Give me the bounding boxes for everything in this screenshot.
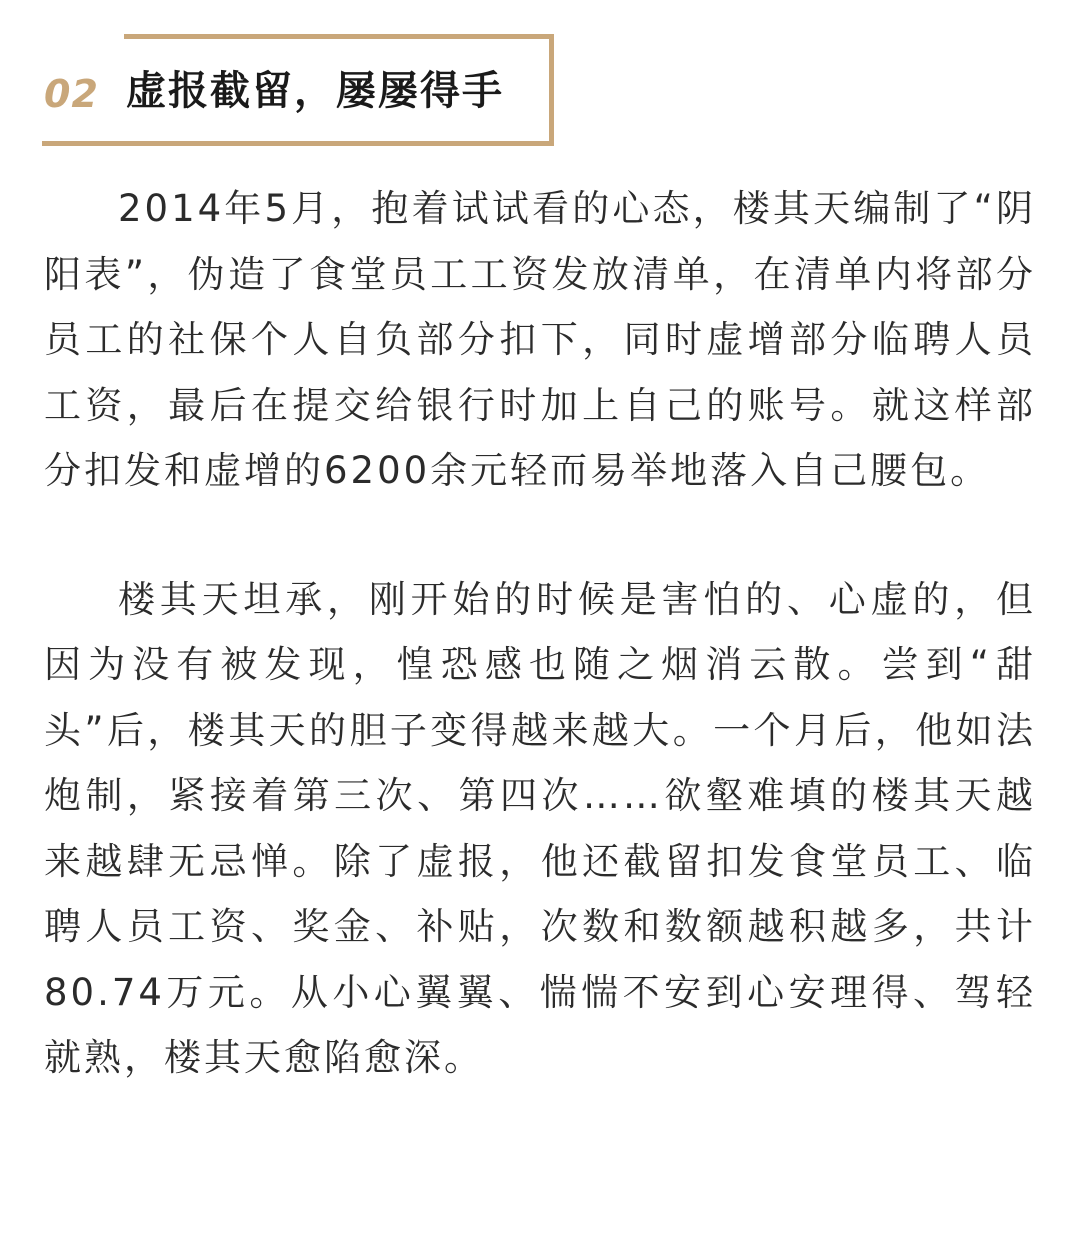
paragraph-2: 楼其天坦承，刚开始的时候是害怕的、心虚的，但因为没有被发现，惶恐感也随之烟消云散。尝到“甜头”后，楼其天的胆子变得越来越大。一个月后，他如法炮制，紧接着第三次、第四次……欲壑难填的楼其天越来越肆无忌惮。除了虚报，他还截留扣发食堂员工、临聘人员工资、奖金、补贴，次数和数额越积越多，共计80.74万元。从小心翼翼、惴惴不安到心安理得、驾轻就熟，楼其天愈陷愈深。 xyxy=(44,577,1036,1079)
section-number: 02 xyxy=(44,72,99,116)
header-frame-top-border xyxy=(124,34,554,39)
paragraph-spacer xyxy=(44,504,1036,567)
paragraph-1: 2014年5月，抱着试试看的心态，楼其天编制了“阴阳表”，伪造了食堂员工工资发放清单，在清单内将部分员工的社保个人自负部分扣下，同时虚增部分临聘人员工资，最后在提交给银行时加上自己的账号。就这样部分扣发和虚增的6200余元轻而易举地落入自己腰包。 xyxy=(44,187,1036,492)
section-title: 虚报截留，屡屡得手 xyxy=(126,68,504,114)
article-body xyxy=(44,176,1036,1091)
header-frame-bottom-border xyxy=(42,141,554,146)
header-frame-right-border xyxy=(549,34,554,146)
section-header xyxy=(42,34,554,146)
